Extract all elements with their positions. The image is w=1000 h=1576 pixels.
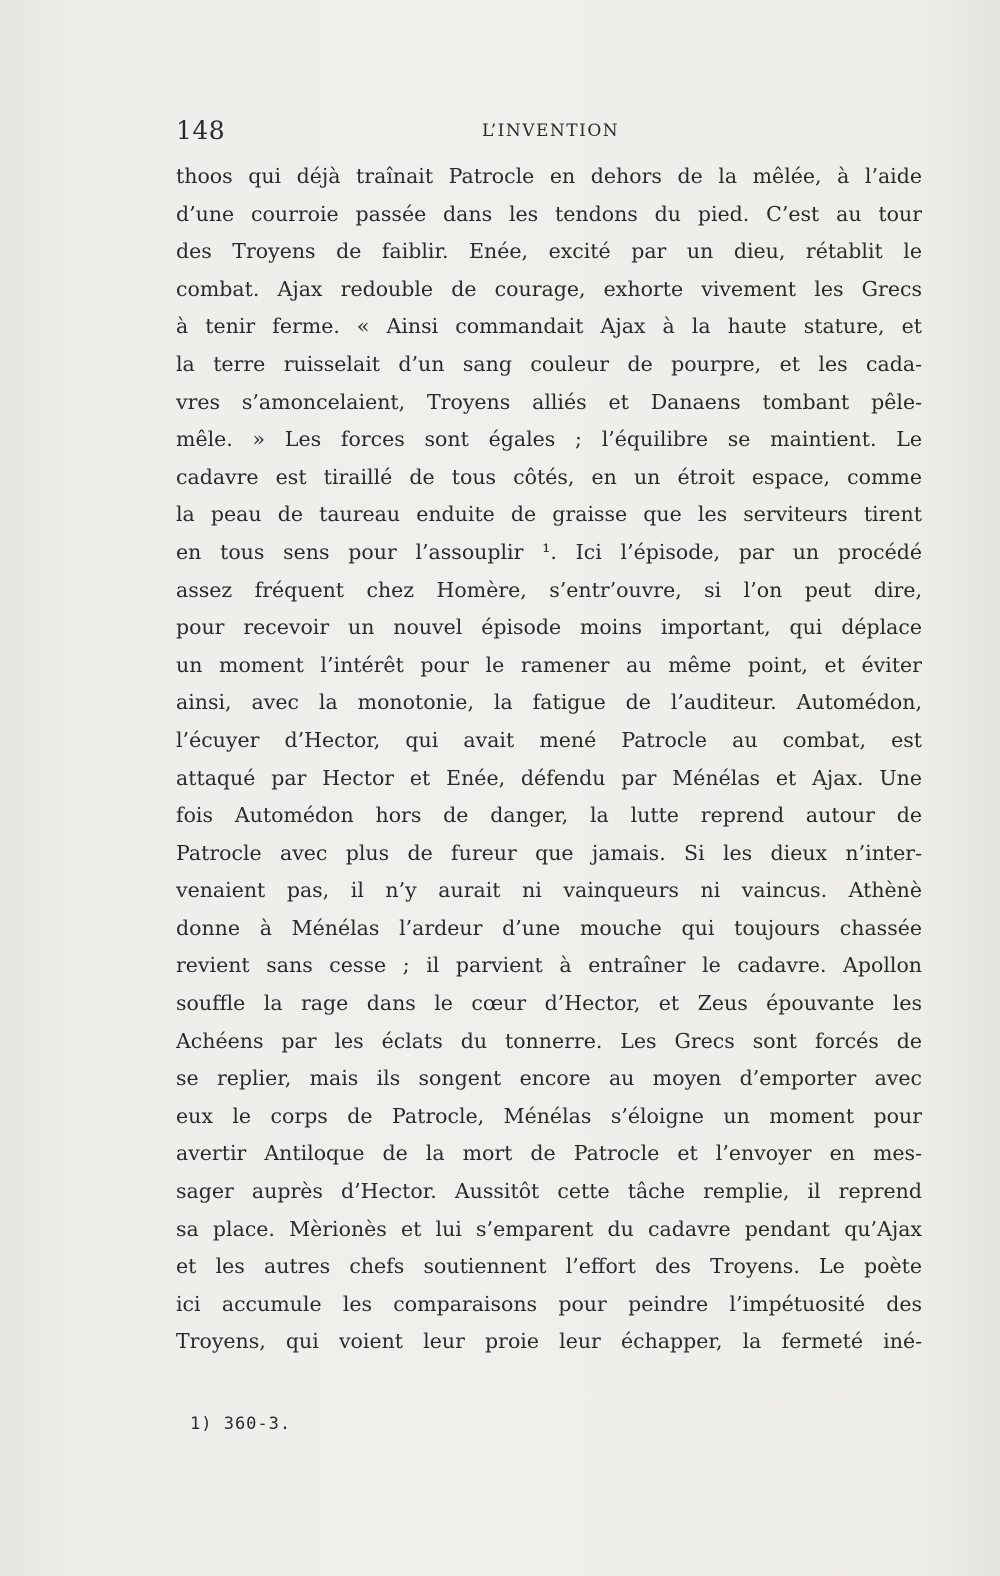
text-line: mêle. » Les forces sont égales ; l’équilibre se maintient. Le [176,427,922,452]
text-line: donne à Ménélas l’ardeur d’une mouche qui toujours chassée [176,915,922,940]
text-line: vres s’amoncelaient, Troyens alliés et Danaens tombant pêle- [176,389,922,414]
text-line: se replier, mais ils songent encore au moyen d’emporter avec [176,1066,922,1091]
text-line: la peau de taureau enduite de graisse que les serviteurs tirent [176,502,922,527]
text-line: ainsi, avec la monotonie, la fatigue de l’auditeur. Automédon, [176,690,922,715]
text-line: la terre ruisselait d’un sang couleur de pourpre, et les cada- [176,351,922,376]
text-line: eux le corps de Patrocle, Ménélas s’éloigne un moment pour [176,1103,922,1128]
text-line: un moment l’intérêt pour le ramener au même point, et éviter [176,652,922,677]
text-line: attaqué par Hector et Enée, défendu par Ménélas et Ajax. Une [176,765,922,790]
text-line: venaient pas, il n’y aurait ni vainqueurs ni vaincus. Athènè [176,878,922,903]
page-header [176,116,922,156]
text-line: Patrocle avec plus de fureur que jamais. Si les dieux n’inter- [176,840,922,865]
text-line: Achéens par les éclats du tonnerre. Les Grecs sont forcés de [176,1028,922,1053]
text-line: revient sans cesse ; il parvient à entraîner le cadavre. Apollon [176,953,922,978]
text-line: l’écuyer d’Hector, qui avait mené Patrocle au combat, est [176,727,922,752]
text-line: pour recevoir un nouvel épisode moins important, qui déplace [176,615,922,640]
text-line: thoos qui déjà traînait Patrocle en dehors de la mêlée, à l’aide [176,164,922,188]
text-line: avertir Antiloque de la mort de Patrocle et l’envoyer en mes- [176,1141,922,1166]
page-number: 148 [176,116,226,145]
text-line: en tous sens pour l’assouplir ¹. Ici l’épisode, par un procédé [176,539,922,564]
body-text [176,158,922,1361]
text-line: fois Automédon hors de danger, la lutte reprend autour de [176,803,922,828]
text-line: des Troyens de faiblir. Enée, excité par un dieu, rétablit le [176,239,922,264]
text-line: sager auprès d’Hector. Aussitôt cette tâche remplie, il reprend [176,1179,922,1204]
running-title: L’INVENTION [482,121,620,141]
text-line: à tenir ferme. « Ainsi commandait Ajax à la haute stature, et [176,314,922,339]
text-line: souffle la rage dans le cœur d’Hector, et Zeus épouvante les [176,991,922,1016]
text-line: combat. Ajax redouble de courage, exhorte vivement les Grecs [176,276,922,301]
text-line: assez fréquent chez Homère, s’entr’ouvre, si l’on peut dire, [176,577,922,602]
text-line: ici accumule les comparaisons pour peindre l’impétuosité des [176,1291,922,1316]
text-line: d’une courroie passée dans les tendons du pied. C’est au tour [176,201,922,226]
text-line: cadavre est tiraillé de tous côtés, en un étroit espace, comme [176,464,922,489]
text-line: Troyens, qui voient leur proie leur échapper, la fermeté iné- [176,1329,922,1354]
footnote: 1) 360-3. [190,1414,292,1434]
text-line: et les autres chefs soutiennent l’effort des Troyens. Le poète [176,1254,922,1279]
text-line: sa place. Mèrionès et lui s’emparent du cadavre pendant qu’Ajax [176,1216,922,1241]
